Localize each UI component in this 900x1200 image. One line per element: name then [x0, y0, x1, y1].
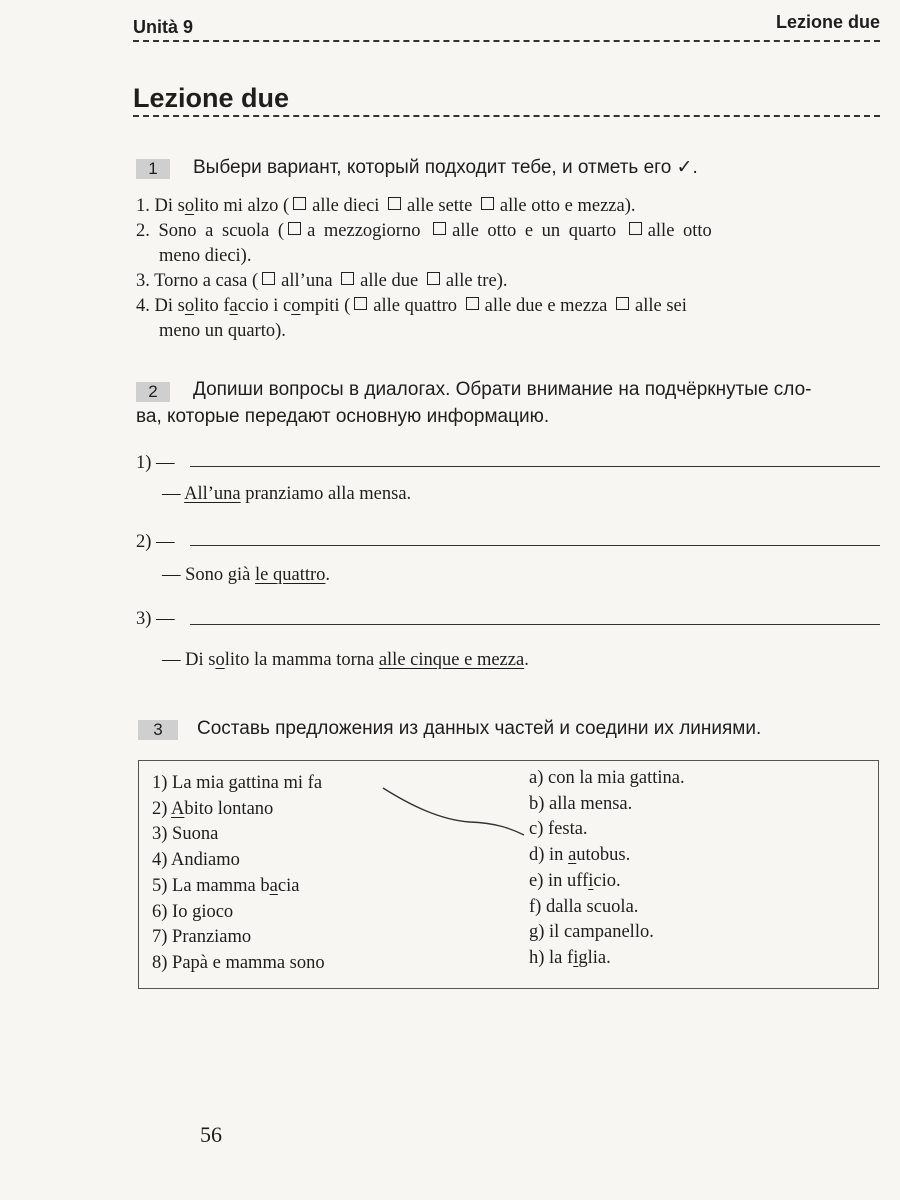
exercise-1-item-4: 4. Di solito faccio i compiti ( alle quattro alle due e mezza alle sei: [136, 296, 687, 316]
dialog-1-reply: — All’una pranziamo alla mensa.: [162, 484, 412, 504]
left-item-3[interactable]: 3) Suona: [152, 824, 219, 845]
dialog-2-number: 2) —: [136, 532, 175, 552]
exercise-3-number: 3: [138, 720, 178, 740]
right-item-e[interactable]: e) in ufficio.: [529, 870, 621, 891]
right-item-f[interactable]: f) dalla scuola.: [529, 896, 639, 917]
lesson-label: Lezione due: [775, 12, 880, 32]
exercise-1-number: 1: [136, 159, 170, 179]
exercise-2-instruction-line-2: ва, которые передают основную информацию.: [136, 406, 550, 427]
page-number: 56: [200, 1122, 222, 1147]
exercise-1-item-3: 3. Torno a casa ( all’una alle due alle tre).: [136, 271, 508, 291]
page-title: Lezione due: [133, 83, 290, 113]
left-item-2[interactable]: 2) Abito lontano: [152, 798, 274, 819]
right-item-d[interactable]: d) in autobus.: [529, 845, 631, 866]
dialog-3-reply: — Di solito la mamma torna alle cinque e mezza.: [162, 650, 529, 670]
exercise-2-instruction-line-1: Допиши вопросы в диалогах. Обрати внимание на подчёркнутые сло-: [193, 379, 812, 400]
exercise-2-number: 2: [136, 382, 170, 402]
left-item-4[interactable]: 4) Andiamo: [152, 850, 240, 871]
exercise-1-item-4-cont: meno un quarto).: [159, 321, 286, 341]
exercise-1-item-2-cont: meno dieci).: [159, 246, 252, 266]
exercise-3-instruction: Составь предложения из данных частей и соедини их линиями.: [197, 718, 762, 739]
right-item-a[interactable]: a) con la mia gattina.: [529, 768, 685, 788]
left-item-7[interactable]: 7) Pranziamo: [152, 927, 252, 948]
dialog-1-number: 1) —: [136, 453, 175, 473]
right-item-h[interactable]: h) la figlia.: [529, 947, 611, 968]
exercise-1-instruction: Выбери вариант, который подходит тебе, и отметь его ✓.: [193, 157, 698, 178]
left-item-6[interactable]: 6) Io gioco: [152, 901, 234, 922]
unit-label: Unità 9: [133, 17, 194, 37]
right-item-b[interactable]: b) alla mensa.: [529, 793, 633, 814]
dialog-3-number: 3) —: [136, 609, 175, 629]
dialog-2-reply: — Sono già le quattro.: [162, 565, 331, 585]
right-item-g[interactable]: g) il campanello.: [529, 922, 654, 943]
left-item-8[interactable]: 8) Papà e mamma sono: [152, 952, 325, 973]
exercise-1-item-2: 2. Sono a scuola ( a mezzogiorno alle otto e un quarto alle otto: [136, 221, 712, 241]
right-item-c[interactable]: c) festa.: [529, 819, 588, 840]
connection-line-1-c: [383, 788, 524, 835]
left-item-5[interactable]: 5) La mamma bacia: [152, 875, 300, 896]
exercise-1-item-1: 1. Di solito mi alzo ( alle dieci alle sette alle otto e mezza).: [136, 196, 636, 216]
left-item-1[interactable]: 1) La mia gattina mi fa: [152, 773, 323, 793]
